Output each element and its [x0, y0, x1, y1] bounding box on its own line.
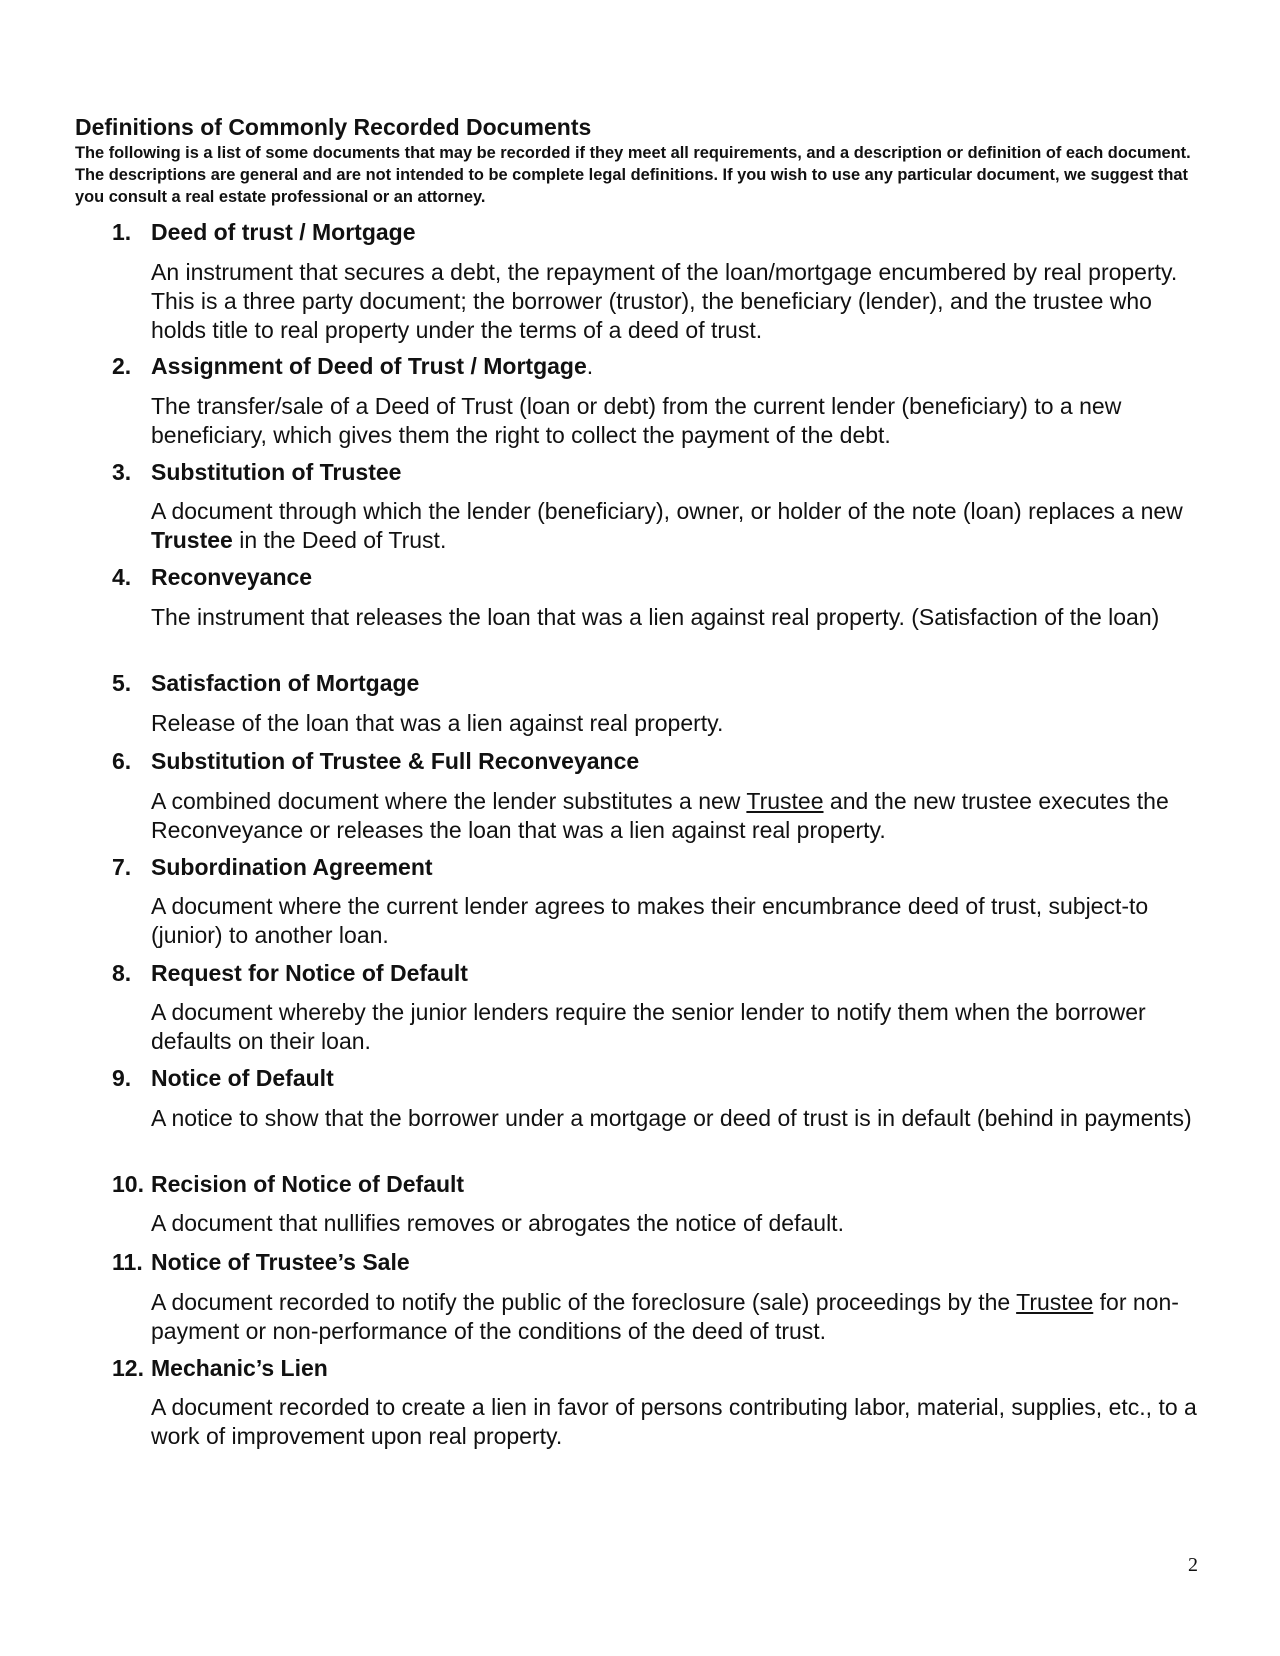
item-number: 11.: [112, 1249, 143, 1275]
description-text: and the new trustee executes the Reconveyance or releases the loan that was a lien against real property.: [151, 788, 1169, 843]
item-description: Release of the loan that was a lien against real property.: [151, 710, 724, 736]
item-heading: [112, 458, 1212, 486]
item-term: Substitution of Trustee & Full Reconveyance: [151, 748, 640, 774]
item-number: 10.: [112, 1171, 144, 1197]
item-term-suffix: .: [586, 353, 594, 379]
item-heading: [112, 352, 1212, 380]
item-description: [151, 1288, 1211, 1346]
item-description: [151, 787, 1211, 845]
item-heading: [112, 1248, 1212, 1276]
item-heading: [112, 1354, 1212, 1382]
item-term: Subordination Agreement: [151, 854, 433, 880]
description-underlined: Trustee: [746, 788, 824, 814]
item-description: A document recorded to create a lien in favor of persons contributing labor, material, supplies, etc., to a work of improvement upon real property.: [151, 1394, 1197, 1449]
item-term: Request for Notice of Default: [151, 960, 468, 986]
item-term: Recision of Notice of Default: [151, 1171, 465, 1197]
item-description: A document that nullifies removes or abrogates the notice of default.: [151, 1210, 844, 1236]
item-number: 4.: [112, 564, 132, 590]
description-emphasis: Trustee: [151, 527, 233, 553]
description-text: A combined document where the lender substitutes a new: [151, 788, 747, 814]
item-term: Reconveyance: [151, 564, 313, 590]
item-description: A notice to show that the borrower under a mortgage or deed of trust is in default (behind in payments): [151, 1105, 1192, 1131]
description-text: A document recorded to notify the public of the foreclosure (sale) proceedings by the: [151, 1289, 1017, 1315]
item-description: The transfer/sale of a Deed of Trust (loan or debt) from the current lender (beneficiary) to a new beneficiary, which gives them the right to collect the payment of the debt.: [151, 393, 1122, 448]
item-description: A document where the current lender agrees to makes their encumbrance deed of trust, subject-to (junior) to another loan.: [151, 893, 1149, 948]
item-term: Substitution of Trustee: [151, 459, 402, 485]
item-number: 5.: [112, 670, 132, 696]
intro-paragraph: The following is a list of some documents that may be recorded if they meet all requirements, and a description or definition of each document. The descriptions are general and are not intended to be complete legal definitions. If you wish to use any particular document, we suggest that you consult a real estate professional or an attorney.: [75, 144, 1191, 206]
item-heading: [112, 747, 1212, 775]
item-heading: [112, 959, 1212, 987]
item-heading: [112, 563, 1212, 591]
item-term: Deed of trust / Mortgage: [151, 219, 416, 245]
description-text: A document through which the lender (beneficiary), owner, or holder of the note (loan) replaces a new: [151, 498, 1183, 524]
item-term: Notice of Trustee’s Sale: [151, 1249, 410, 1275]
item-number: 3.: [112, 459, 132, 485]
description-underlined: Trustee: [1016, 1289, 1094, 1315]
item-heading: [112, 669, 1212, 697]
item-term: Assignment of Deed of Trust / Mortgage: [151, 353, 587, 379]
description-text: in the Deed of Trust.: [232, 527, 447, 553]
item-term: Mechanic’s Lien: [151, 1355, 328, 1381]
item-number: 6.: [112, 748, 132, 774]
description-text: for non-payment or non-performance of the conditions of the deed of trust.: [151, 1289, 1179, 1344]
item-number: 1.: [112, 219, 132, 245]
item-number: 9.: [112, 1065, 132, 1091]
item-term: Satisfaction of Mortgage: [151, 670, 420, 696]
item-description: An instrument that secures a debt, the repayment of the loan/mortgage encumbered by real property. This is a three party document; the borrower (trustor), the beneficiary (lender), and the trustee who holds title to real property under the terms of a deed of trust.: [151, 259, 1178, 343]
item-description: A document whereby the junior lenders require the senior lender to notify them when the borrower defaults on their loan.: [151, 999, 1146, 1054]
item-number: 12.: [112, 1355, 144, 1381]
page-title: Definitions of Commonly Recorded Documents: [75, 114, 592, 140]
item-description: The instrument that releases the loan that was a lien against real property. (Satisfaction of the loan): [151, 604, 1160, 630]
item-description: [151, 497, 1211, 555]
item-heading: [112, 853, 1212, 881]
item-heading: [112, 218, 1212, 246]
item-heading: [112, 1064, 1212, 1092]
page-number: 2: [1188, 1554, 1198, 1576]
item-number: 2.: [112, 353, 132, 379]
item-heading: [112, 1170, 1212, 1198]
item-number: 7.: [112, 854, 132, 880]
item-number: 8.: [112, 960, 132, 986]
item-term: Notice of Default: [151, 1065, 334, 1091]
